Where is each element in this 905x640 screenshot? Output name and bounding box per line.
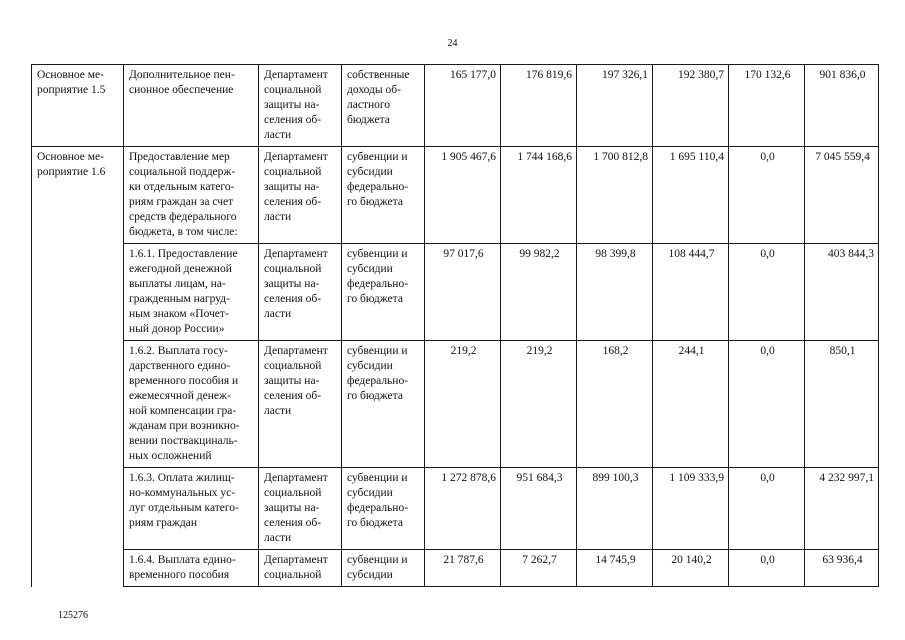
measure-cell: Основное ме- роприятие 1.6 xyxy=(32,147,124,244)
funding-source-cell: субвенции и субсидии федерально- го бюджета xyxy=(342,468,425,550)
budget-table xyxy=(31,64,879,587)
value-cell: 0,0 xyxy=(729,341,805,468)
table-row xyxy=(32,244,879,341)
total-cell: 403 844,3 xyxy=(805,244,879,341)
value-cell: 165 177,0 xyxy=(425,65,501,147)
measure-cell xyxy=(32,550,124,587)
value-cell: 1 700 812,8 xyxy=(577,147,653,244)
value-cell: 899 100,3 xyxy=(577,468,653,550)
value-cell: 951 684,3 xyxy=(501,468,577,550)
total-cell: 901 836,0 xyxy=(805,65,879,147)
table-row xyxy=(32,65,879,147)
funding-source-cell: собственные доходы об- ластного бюджета xyxy=(342,65,425,147)
value-cell: 21 787,6 xyxy=(425,550,501,587)
value-cell: 192 380,7 xyxy=(653,65,729,147)
value-cell: 1 905 467,6 xyxy=(425,147,501,244)
value-cell: 99 982,2 xyxy=(501,244,577,341)
measure-cell xyxy=(32,341,124,468)
value-cell: 219,2 xyxy=(425,341,501,468)
executor-cell: Департамент социальной защиты на- селения об- ласти xyxy=(259,468,342,550)
total-cell: 7 045 559,4 xyxy=(805,147,879,244)
value-cell: 0,0 xyxy=(729,468,805,550)
value-cell: 97 017,6 xyxy=(425,244,501,341)
table-row xyxy=(32,468,879,550)
executor-cell: Департамент социальной защиты на- селения об- ласти xyxy=(259,244,342,341)
value-cell: 176 819,6 xyxy=(501,65,577,147)
value-cell: 0,0 xyxy=(729,244,805,341)
value-cell: 7 262,7 xyxy=(501,550,577,587)
total-cell: 63 936,4 xyxy=(805,550,879,587)
value-cell: 244,1 xyxy=(653,341,729,468)
activity-name-cell: 1.6.2. Выплата госу- дарственного едино- временного пособия и ежемесячной денеж- ной компенсации гра- жданам при возникно- вении поствакциналь- ных осложнений xyxy=(124,341,259,468)
executor-cell: Департамент социальной защиты на- селения об- ласти xyxy=(259,341,342,468)
value-cell: 1 695 110,4 xyxy=(653,147,729,244)
total-cell: 850,1 xyxy=(805,341,879,468)
value-cell: 219,2 xyxy=(501,341,577,468)
activity-name-cell: 1.6.4. Выплата едино- временного пособия xyxy=(124,550,259,587)
value-cell: 0,0 xyxy=(729,147,805,244)
value-cell: 14 745,9 xyxy=(577,550,653,587)
funding-source-cell: субвенции и субсидии федерально- го бюджета xyxy=(342,341,425,468)
value-cell: 1 272 878,6 xyxy=(425,468,501,550)
value-cell: 20 140,2 xyxy=(653,550,729,587)
document-code: 125276 xyxy=(58,610,88,621)
table-row xyxy=(32,550,879,587)
activity-name-cell: Дополнительное пен- сионное обеспечение xyxy=(124,65,259,147)
table-row xyxy=(32,147,879,244)
measure-cell xyxy=(32,468,124,550)
funding-source-cell: субвенции и субсидии xyxy=(342,550,425,587)
total-cell: 4 232 997,1 xyxy=(805,468,879,550)
value-cell: 1 109 333,9 xyxy=(653,468,729,550)
page-number: 24 xyxy=(447,38,458,49)
measure-cell xyxy=(32,244,124,341)
activity-name-cell: 1.6.3. Оплата жилищ- но-коммунальных ус- луг отдельным катего- риям граждан xyxy=(124,468,259,550)
funding-source-cell: субвенции и субсидии федерально- го бюджета xyxy=(342,147,425,244)
table-row xyxy=(32,341,879,468)
activity-name-cell: 1.6.1. Предоставление ежегодной денежной выплаты лицам, на- гражденным нагруд- ным знаком «Почет- ный донор России» xyxy=(124,244,259,341)
value-cell: 108 444,7 xyxy=(653,244,729,341)
value-cell: 168,2 xyxy=(577,341,653,468)
executor-cell: Департамент социальной защиты на- селения об- ласти xyxy=(259,147,342,244)
value-cell: 170 132,6 xyxy=(729,65,805,147)
measure-cell: Основное ме- роприятие 1.5 xyxy=(32,65,124,147)
executor-cell: Департамент социальной xyxy=(259,550,342,587)
activity-name-cell: Предоставление мер социальной поддерж- ки отдельным катего- риям граждан за счет средств федерального бюджета, в том числе: xyxy=(124,147,259,244)
value-cell: 1 744 168,6 xyxy=(501,147,577,244)
value-cell: 0,0 xyxy=(729,550,805,587)
value-cell: 98 399,8 xyxy=(577,244,653,341)
executor-cell: Департамент социальной защиты на- селения об- ласти xyxy=(259,65,342,147)
funding-source-cell: субвенции и субсидии федерально- го бюджета xyxy=(342,244,425,341)
value-cell: 197 326,1 xyxy=(577,65,653,147)
